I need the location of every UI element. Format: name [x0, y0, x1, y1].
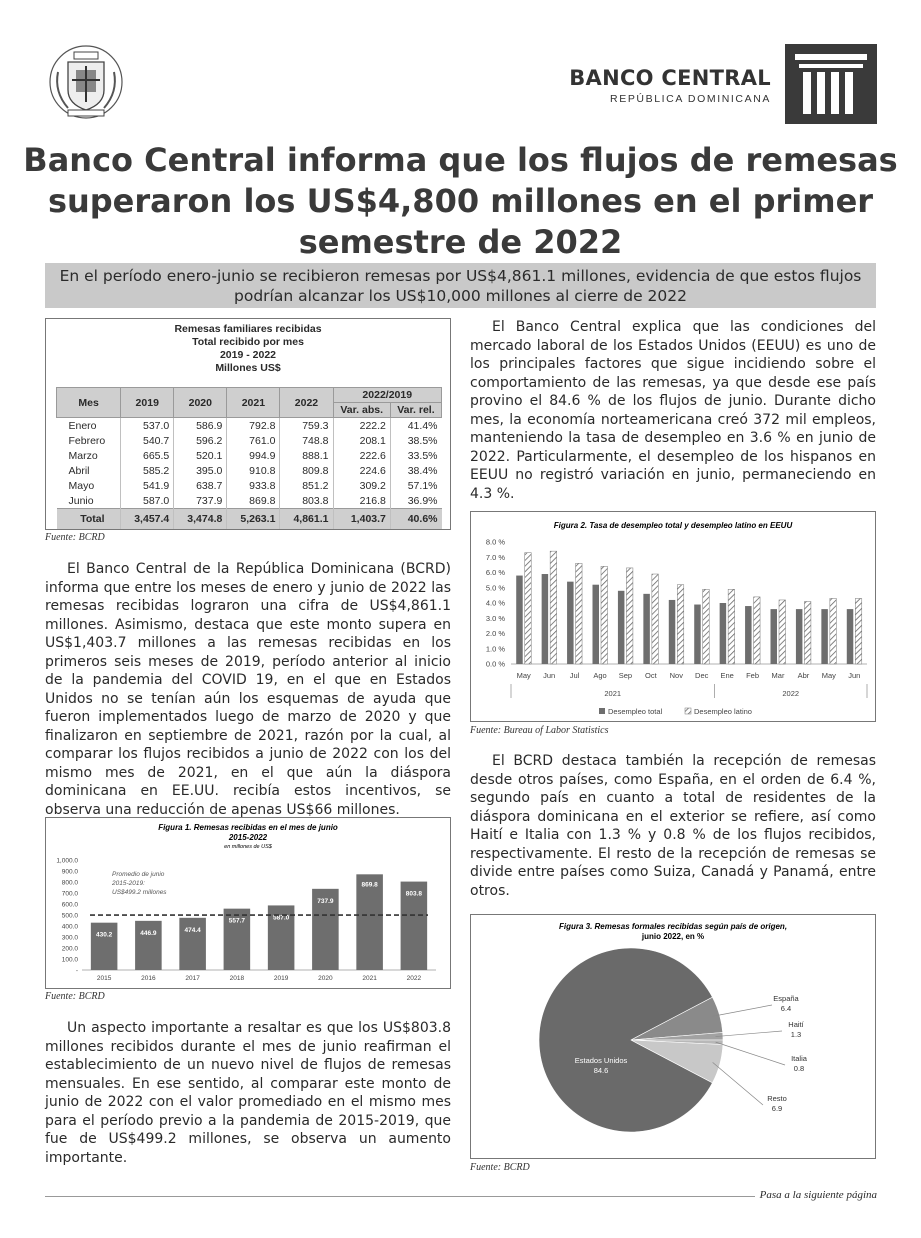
table-title-line: Millones US$ — [215, 362, 281, 374]
slice-value: 84.6 — [593, 1066, 609, 1075]
table-cell-month: Enero — [68, 419, 97, 432]
y-tick-label: 600.0 — [61, 901, 78, 909]
x-tick-label: Dec — [695, 671, 709, 680]
table-cell: 57.1% — [390, 478, 441, 493]
x-tick-label: Jun — [543, 671, 556, 680]
legend-swatch-latino — [685, 708, 691, 714]
bar-desempleo-latino — [550, 551, 557, 664]
leader-line — [712, 1005, 772, 1016]
table-cell: 792.8 — [227, 418, 280, 434]
paragraph-1 — [45, 560, 451, 819]
x-tick-label: Jul — [569, 671, 580, 680]
bar-desempleo-total — [593, 585, 600, 664]
x-tick-label: 2017 — [185, 975, 200, 982]
table-cell: 803.8 — [280, 493, 333, 509]
slice-value: 6.9 — [771, 1104, 783, 1113]
bar-desempleo-latino — [804, 601, 811, 664]
table-cell: 596.2 — [174, 433, 227, 448]
y-tick-label: 6.0 % — [485, 568, 505, 577]
remittance-table — [56, 387, 442, 529]
col-header-year: 2021 — [227, 388, 280, 418]
x-tick-label: Sep — [618, 671, 633, 680]
subheadline: En el período enero-junio se recibieron remesas por US$4,861.1 millones, evidencia de que estos flujos podrían alcanzar los US$10,000 millones al cierre de 2022 — [45, 263, 876, 308]
leader-line — [716, 1042, 785, 1065]
coat-of-arms-seal — [46, 42, 126, 122]
x-tick-label: 2020 — [318, 975, 333, 982]
bar-desempleo-latino — [601, 566, 608, 664]
bar-desempleo-total — [821, 609, 828, 664]
bar-desempleo-total — [669, 600, 676, 664]
figure-1-title: Figura 1. Remesas recibidas en el mes de junio — [158, 823, 338, 832]
col-header-year: 2020 — [174, 388, 227, 418]
table-cell: 761.0 — [227, 433, 280, 448]
y-tick-label: 1.0 % — [485, 644, 505, 654]
bank-logo-text — [569, 66, 771, 105]
bar-2015 — [91, 923, 118, 970]
figure-1-unit: en millones de US$ — [224, 844, 272, 850]
y-tick-label: 100.0 — [61, 956, 78, 964]
x-tick-label: Ago — [593, 671, 607, 680]
table-total-cell: 1,403.7 — [333, 509, 390, 530]
figure-2-source: Fuente: Bureau of Labor Statistics — [470, 725, 609, 736]
table-cell: 851.2 — [280, 478, 333, 493]
table-cell-month: Junio — [68, 494, 94, 507]
figure-2-title: Figura 2. Tasa de desempleo total y desempleo latino en EEUU — [553, 521, 793, 530]
table-cell: 587.0 — [121, 493, 174, 509]
table-title-line: Remesas familiares recibidas — [174, 323, 322, 335]
bar-desempleo-total — [745, 606, 752, 664]
leader-line — [713, 1062, 763, 1105]
y-tick-label: 2.0 % — [485, 629, 505, 638]
logo-title: BANCO CENTRAL — [569, 66, 771, 90]
table-total-cell: 3,474.8 — [174, 509, 227, 530]
bar-desempleo-total — [516, 576, 523, 664]
table-total-cell: 3,457.4 — [121, 509, 174, 530]
table-cell: 737.9 — [174, 493, 227, 509]
x-tick-label: May — [516, 671, 531, 680]
slice-label: Haití — [788, 1020, 804, 1029]
bar-2021 — [356, 874, 383, 970]
bar-desempleo-total — [771, 609, 778, 664]
footer-continue-note: Pasa a la siguiente página — [759, 1189, 877, 1201]
x-tick-label: 2018 — [229, 975, 245, 982]
table-title — [46, 323, 450, 375]
x-tick-label: 2021 — [362, 975, 377, 982]
paragraph-1-text: El Banco Central de la República Dominicana (BCRD) informa que entre los meses de enero y junio de 2022 las remesas recibidas lograron una cifra de US$4,861.1 millones. Asimismo, destaca que este monto supera en US$1,403.7 millones a las remesas recibidas en los primeros seis meses de 2019, período anterior al inicio de la pandemia del COVID 19, en el que en Estados Unidos no se tenían aún los esquemas de ayuda que fueron implementados luego de marzo de 2020 y que finalizaron en septiembre de 2021, razón por la cual, al comparar los flujos recibidos a junio de 2022 con los del mismo mes de 2021, en el que aún la diáspora dominicana en EE.UU. recibía estos incentivos, se observa una reducción de apenas US$66 millones. — [45, 561, 451, 818]
x-tick-label: Oct — [645, 671, 657, 680]
y-tick-label: 3.0 % — [485, 613, 505, 623]
table-cell: 586.9 — [174, 418, 227, 434]
bar-desempleo-latino — [525, 553, 532, 664]
table-row — [57, 493, 442, 509]
y-tick-label: 0.0 % — [485, 659, 505, 669]
paragraph-4-text: El BCRD destaca también la recepción de remesas desde otros países, como España, en el orden de 6.4 %, segundo país en cuanto a total de residentes de la diáspora dominicana en el exterior se refiere, así como Haití e Italia con 1.3 % y 0.8 % de los flujos recibidos, respectivamente. El resto de la recepción de remesas se divide entre países como Suiza, Canadá y Panamá, entre otros. — [470, 753, 876, 899]
figure-1-chart — [46, 818, 450, 988]
table-total-cell: 4,861.1 — [280, 509, 333, 530]
table-cell: 33.5% — [390, 448, 441, 463]
headline: Banco Central informa que los flujos de remesas superaron los US$4,800 millones en el primer semestre de 2022 — [23, 141, 898, 261]
bar-2016 — [135, 921, 162, 970]
figure-2-chart — [471, 512, 875, 721]
table-cell: 36.9% — [390, 493, 441, 509]
bar-value-label: 869.8 — [361, 881, 378, 889]
bar-value-label: 446.9 — [140, 929, 157, 937]
bar-value-label: 803.8 — [405, 890, 423, 898]
col-header-year: 2022 — [280, 388, 333, 418]
bar-desempleo-latino — [830, 598, 837, 664]
slice-label: España — [773, 994, 799, 1003]
table-total-row — [57, 509, 442, 530]
table-total-cell: 5,263.1 — [227, 509, 280, 530]
bar-desempleo-total — [542, 574, 549, 664]
paragraph-2 — [45, 1019, 451, 1167]
group-label: 2022 — [782, 689, 800, 698]
slice-label: Resto — [767, 1094, 787, 1103]
x-tick-label: Abr — [797, 671, 810, 680]
x-tick-label: May — [821, 671, 836, 680]
x-tick-label: 2019 — [273, 975, 289, 982]
slice-label: Italia — [791, 1054, 807, 1063]
bar-desempleo-latino — [576, 563, 583, 664]
table-cell-month: Febrero — [68, 434, 106, 447]
table-row — [57, 448, 442, 463]
bar-desempleo-latino — [728, 589, 735, 664]
bar-desempleo-total — [796, 609, 803, 664]
bar-desempleo-latino — [652, 574, 659, 664]
remittance-table-box — [45, 318, 451, 530]
reference-label: US$499.2 millones — [112, 889, 167, 896]
table-row — [57, 433, 442, 448]
table-title-line: 2019 - 2022 — [219, 349, 277, 361]
table-cell: 208.1 — [333, 433, 390, 448]
x-tick-label: Jun — [848, 671, 861, 680]
table-cell: 38.4% — [390, 463, 441, 478]
bar-value-label: 474.4 — [184, 926, 201, 934]
bar-desempleo-total — [567, 582, 574, 664]
y-tick-label: 800.0 — [61, 879, 78, 887]
paragraph-4 — [470, 752, 876, 900]
x-tick-label: Nov — [669, 671, 683, 680]
bar-desempleo-total — [720, 603, 727, 664]
col-header-year: 2019 — [121, 388, 174, 418]
table-cell: 537.0 — [121, 418, 174, 434]
table-cell: 994.9 — [227, 448, 280, 463]
table-cell: 888.1 — [280, 448, 333, 463]
y-tick-label: 300.0 — [61, 934, 78, 942]
bar-desempleo-latino — [626, 568, 633, 664]
bar-desempleo-latino — [754, 597, 761, 664]
figure-1-subtitle: 2015-2022 — [228, 833, 268, 842]
col-header-var-rel: Var. rel. — [390, 403, 441, 418]
leader-line — [716, 1031, 782, 1037]
table-cell: 309.2 — [333, 478, 390, 493]
table-cell: 748.8 — [280, 433, 333, 448]
col-header-var-abs: Var. abs. — [333, 403, 390, 418]
bar-desempleo-latino — [677, 585, 684, 664]
bar-desempleo-total — [694, 605, 701, 664]
y-tick-label: 7.0 % — [485, 552, 505, 562]
table-cell: 910.8 — [227, 463, 280, 478]
figure-3-box — [470, 914, 876, 1159]
legend-label: Desempleo latino — [694, 707, 752, 716]
bar-value-label: 587.0 — [272, 914, 290, 922]
x-tick-label: 2016 — [141, 975, 156, 982]
reference-label: 2015-2019: — [112, 880, 145, 887]
table-title-line: Total recibido por mes — [192, 336, 304, 348]
group-label: 2021 — [604, 689, 622, 698]
table-cell: 869.8 — [227, 493, 280, 509]
table-cell: 585.2 — [121, 463, 174, 478]
bar-desempleo-total — [643, 594, 650, 664]
table-cell: 759.3 — [280, 418, 333, 434]
bar-value-label: 430.2 — [95, 931, 113, 939]
slice-value: 6.4 — [780, 1004, 792, 1013]
y-tick-label: 400.0 — [61, 923, 78, 931]
table-cell: 540.7 — [121, 433, 174, 448]
table-cell: 638.7 — [174, 478, 227, 493]
y-tick-label: 200.0 — [61, 945, 78, 953]
table-row — [57, 418, 442, 434]
x-tick-label: Ene — [720, 671, 734, 680]
figure-3-chart — [471, 915, 875, 1158]
bar-desempleo-total — [618, 591, 625, 664]
legend-swatch-total — [599, 708, 605, 714]
table-cell: 541.9 — [121, 478, 174, 493]
y-tick-label: 900.0 — [61, 868, 78, 876]
y-tick-label: 8.0 % — [485, 537, 505, 547]
figure-1-box — [45, 817, 451, 989]
y-tick-label: 5.0 % — [485, 583, 505, 593]
y-tick-label: - — [75, 967, 78, 975]
table-cell: 41.4% — [390, 418, 441, 434]
paragraph-3-text: El Banco Central explica que las condiciones del mercado laboral de los Estados Unidos (EEUU) es uno de los principales factores que sigue incidiendo sobre el comportamiento de las remesas, ya que desde ese país provino el 84.6 % de los flujos de junio. Durante dicho mes, la economía norteamericana creó 372 mil empleos, manteniendo la tasa de desempleo en 3.6 % en junio de 2022. Particularmente, el desempleo de los hispanos en EEUU no registró variación en junio, permaneciendo en 4.3 %. — [470, 319, 876, 502]
bar-desempleo-latino — [703, 589, 710, 664]
table-cell-month: Marzo — [68, 449, 98, 462]
bar-value-label: 557.7 — [228, 917, 246, 925]
table-cell: 395.0 — [174, 463, 227, 478]
table-cell: 38.5% — [390, 433, 441, 448]
figure-2-box — [470, 511, 876, 722]
table-cell-month: Abril — [68, 464, 90, 477]
x-tick-label: 2022 — [406, 975, 422, 982]
table-body — [57, 418, 442, 530]
table-total-cell: Total — [57, 509, 121, 530]
paragraph-2-text: Un aspecto importante a resaltar es que los US$803.8 millones recibidos durante el mes de junio reafirman el establecimiento de un nuevo nivel de flujos de remesas mensuales. En ese sentido, al comparar este monto de junio de 2022 con el valor promediado en el mismo mes para el período previo a la pandemia de 2015-2019, que fue de US$499.2 millones, se observa un aumento importante. — [45, 1020, 451, 1166]
table-row — [57, 463, 442, 478]
table-cell: 222.2 — [333, 418, 390, 434]
figure-3-title: junio 2022, en % — [641, 932, 705, 941]
bar-desempleo-total — [847, 609, 854, 664]
table-cell: 216.8 — [333, 493, 390, 509]
y-tick-label: 500.0 — [61, 912, 78, 920]
bar-desempleo-latino — [855, 598, 862, 664]
table-row — [57, 478, 442, 493]
table-cell-month: Mayo — [68, 479, 95, 492]
table-total-cell: 40.6% — [390, 509, 441, 530]
slice-value: 1.3 — [790, 1030, 802, 1039]
bank-logo-icon — [785, 44, 877, 124]
y-tick-label: 4.0 % — [485, 598, 505, 608]
table-source: Fuente: BCRD — [45, 532, 105, 543]
slice-value: 0.8 — [793, 1064, 805, 1073]
figure-3-source: Fuente: BCRD — [470, 1162, 530, 1173]
x-tick-label: Feb — [746, 671, 760, 680]
legend-label: Desempleo total — [608, 707, 663, 716]
logo-subtitle: REPÚBLICA DOMINICANA — [610, 93, 771, 105]
table-cell: 933.8 — [227, 478, 280, 493]
table-cell: 665.5 — [121, 448, 174, 463]
x-tick-label: Mar — [771, 671, 785, 680]
bar-2017 — [179, 918, 206, 970]
figure-1-source: Fuente: BCRD — [45, 991, 105, 1002]
paragraph-3 — [470, 318, 876, 503]
footer-divider — [45, 1196, 755, 1197]
y-tick-label: 700.0 — [61, 890, 78, 898]
reference-label: Promedio de junio — [112, 871, 165, 878]
table-cell: 224.6 — [333, 463, 390, 478]
bar-desempleo-latino — [779, 600, 786, 664]
col-header-var: 2022/2019 — [333, 388, 442, 403]
x-tick-label: 2015 — [96, 975, 112, 982]
bar-value-label: 737.9 — [317, 897, 334, 905]
col-header-mes: Mes — [57, 388, 121, 418]
table-cell: 809.8 — [280, 463, 333, 478]
table-cell: 520.1 — [174, 448, 227, 463]
table-cell: 222.6 — [333, 448, 390, 463]
y-tick-label: 1,000.0 — [56, 857, 78, 865]
figure-3-title: Figura 3. Remesas formales recibidas según país de origen, — [558, 922, 788, 931]
slice-label: Estados Unidos — [574, 1056, 628, 1065]
